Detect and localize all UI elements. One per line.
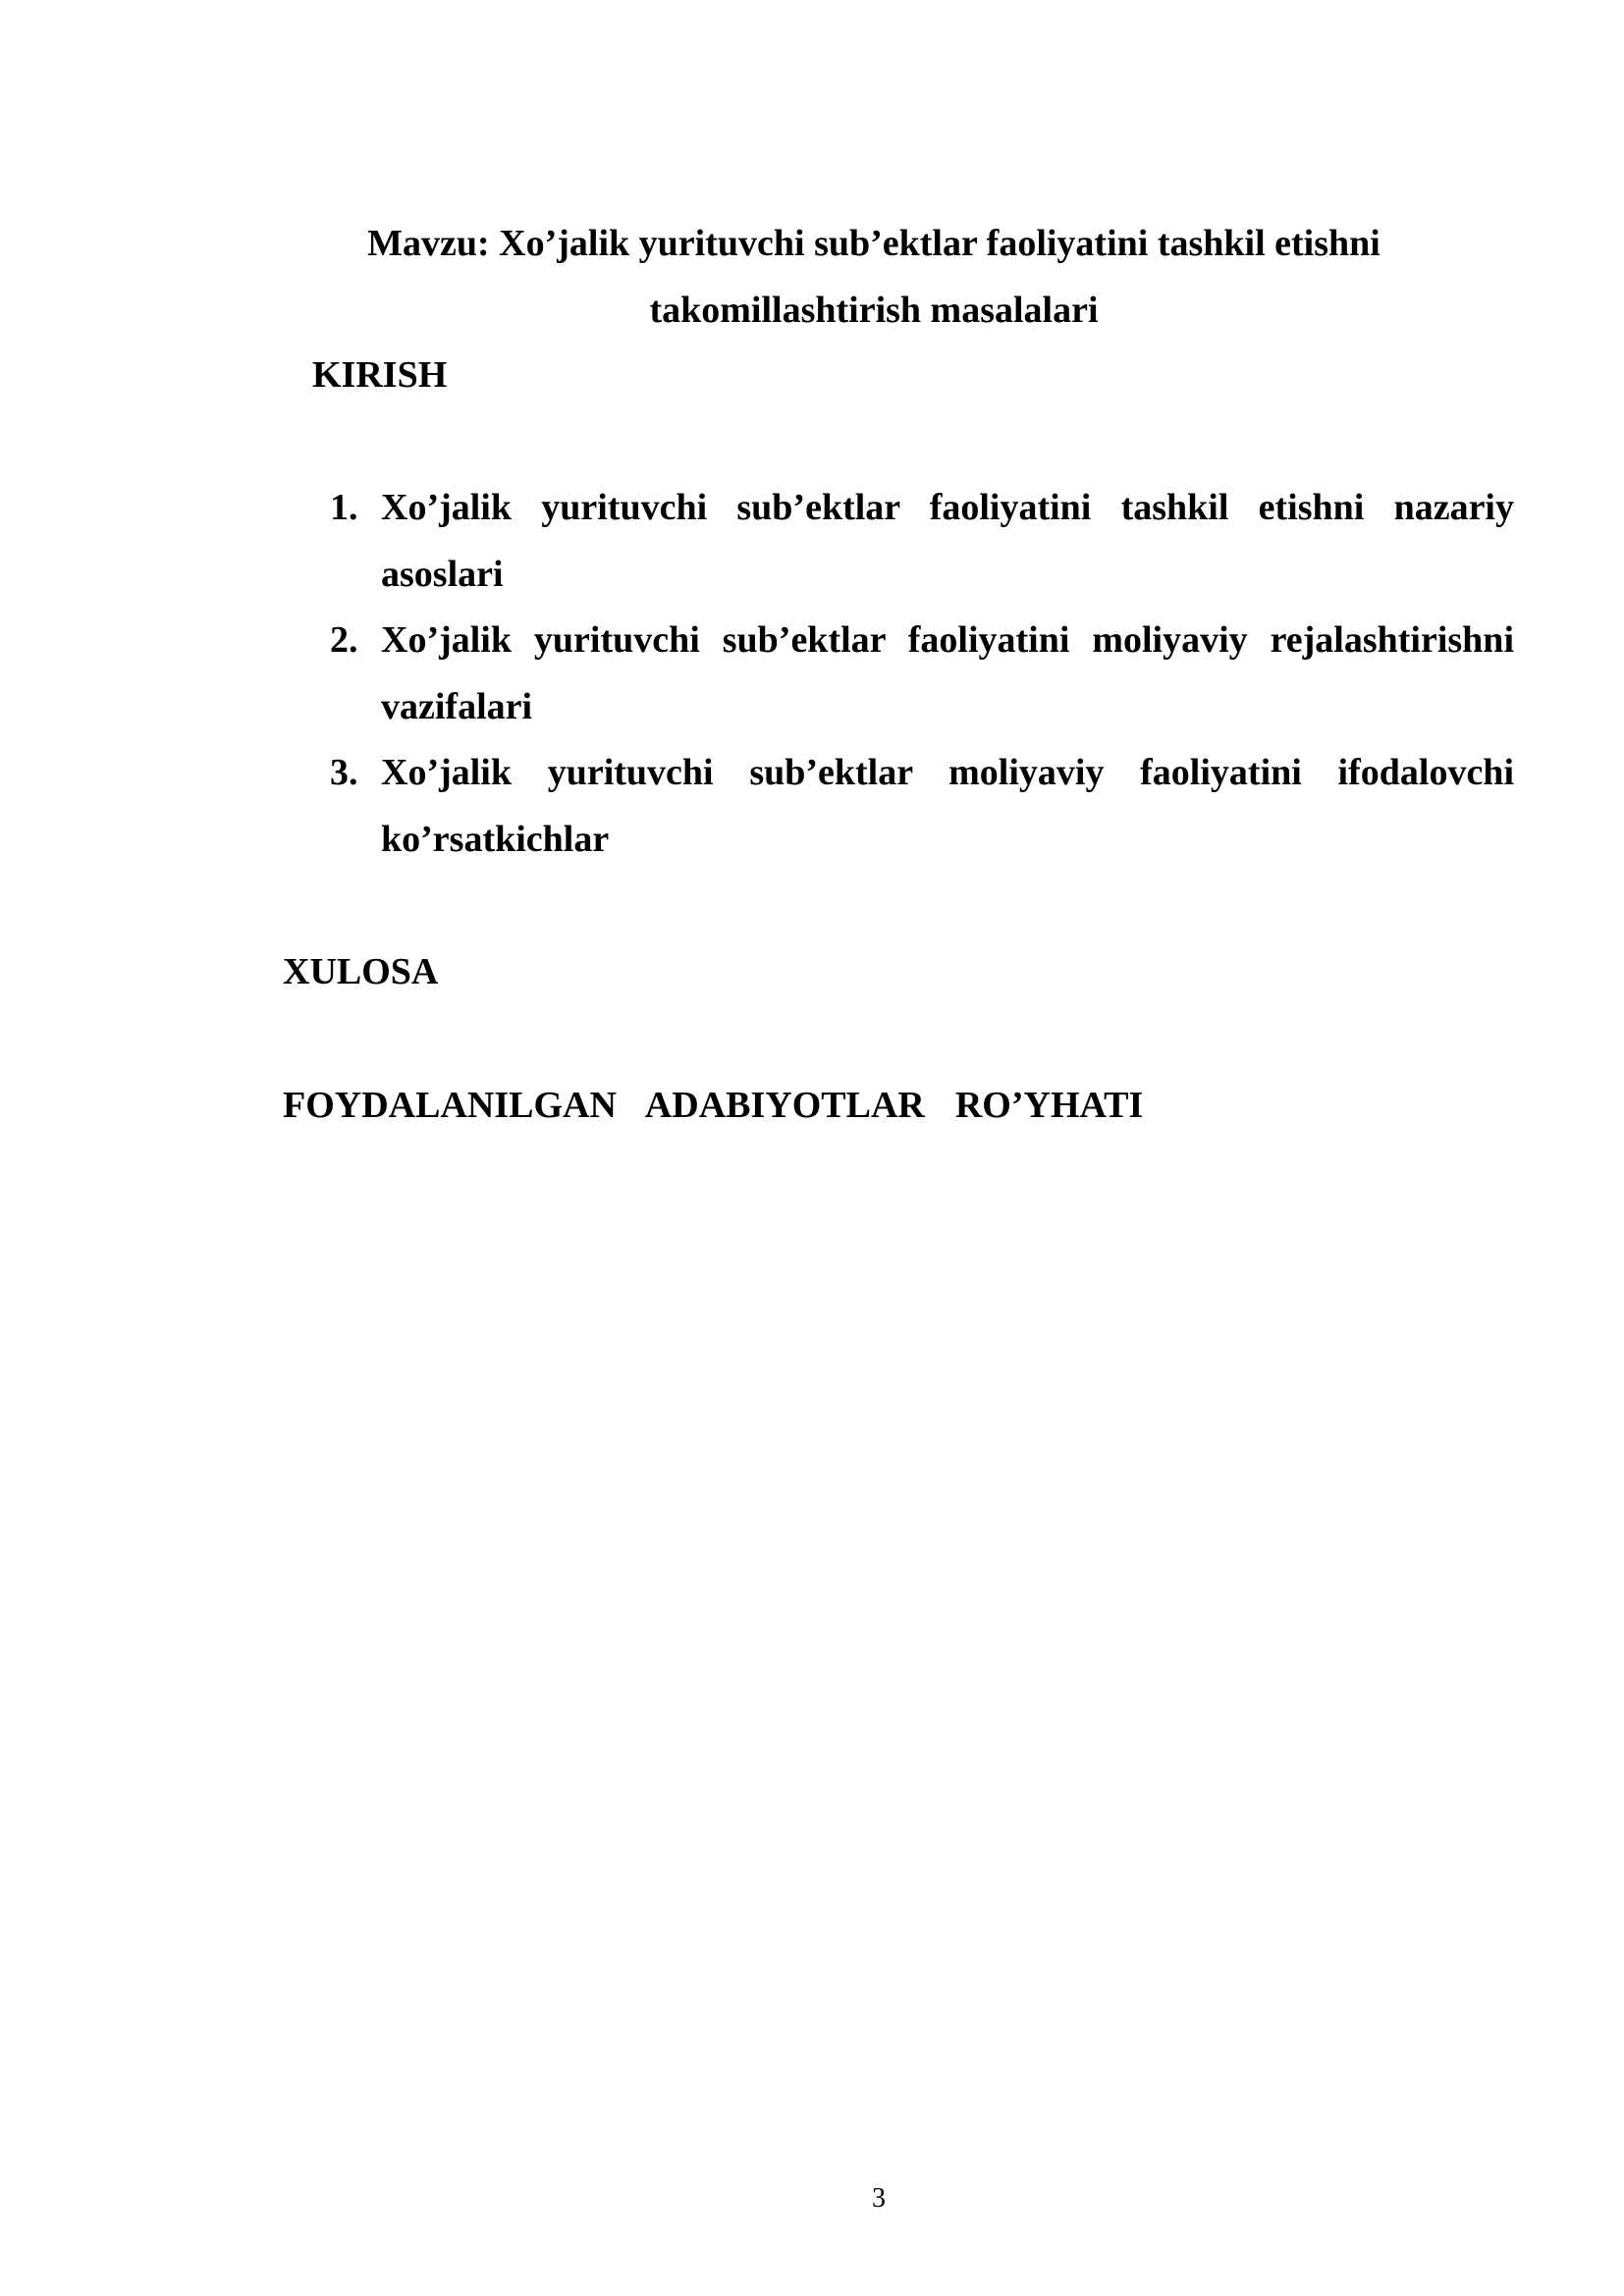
- toc-item-title-line-1: Xo’jalik yurituvchi sub’ektlar faoliyatini moliyaviy rejalashtirishni: [381, 619, 1514, 661]
- toc-item-number: 3.: [330, 752, 358, 793]
- toc-item-title-line-2: ko’rsatkichlar: [381, 818, 610, 860]
- toc-item-2: [330, 608, 1514, 740]
- bibliography-heading: FOYDALANILGAN ADABIYOTLAR RO’YHATI: [283, 1085, 1144, 1126]
- table-of-contents: [330, 475, 1514, 873]
- document-title: [255, 210, 1492, 344]
- conclusion-heading: XULOSA: [283, 951, 439, 992]
- toc-item-title-line-2: asoslari: [381, 553, 504, 595]
- toc-item-title-line-1: Xo’jalik yurituvchi sub’ektlar faoliyatini tashkil etishni nazariy: [381, 487, 1514, 528]
- toc-item-number: 1.: [330, 487, 358, 528]
- title-line-2: takomillashtirish masalalari: [649, 290, 1099, 331]
- intro-heading: KIRISH: [312, 354, 448, 396]
- toc-item-number: 2.: [330, 619, 358, 661]
- title-line-1: Mavzu: Xo’jalik yurituvchi sub’ektlar faoliyatini tashkil etishni: [367, 223, 1380, 264]
- toc-item-3: [330, 740, 1514, 873]
- toc-item-1: [330, 475, 1514, 608]
- page-number: 3: [872, 2183, 886, 2214]
- toc-item-title-line-1: Xo’jalik yurituvchi sub’ektlar moliyaviy faoliyatini ifodalovchi: [381, 752, 1514, 793]
- toc-item-title-line-2: vazifalari: [381, 685, 533, 727]
